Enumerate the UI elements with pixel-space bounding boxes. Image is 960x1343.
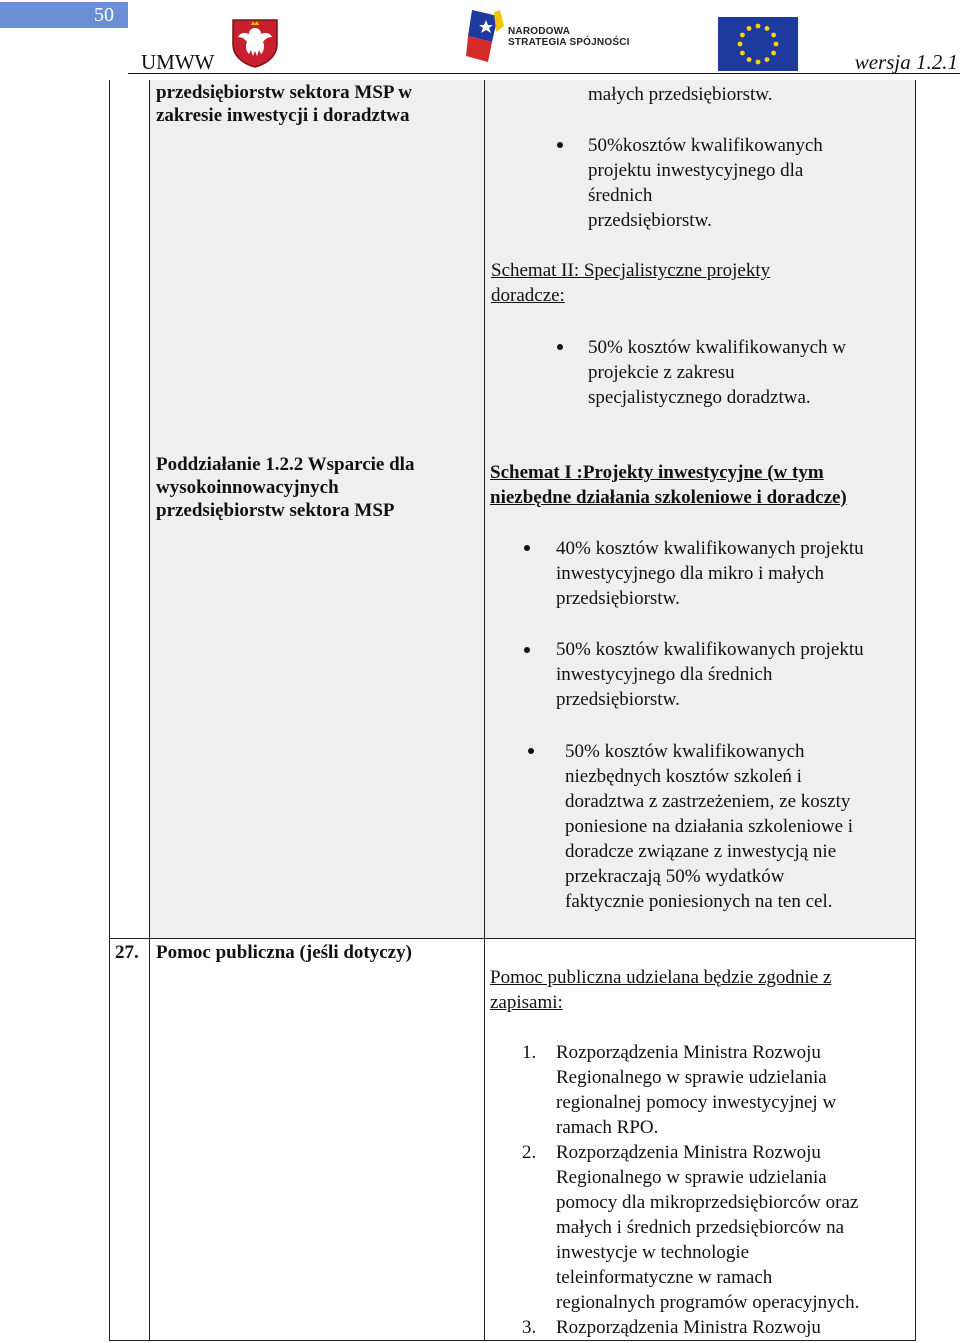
row-a-bullet-2: 50% kosztów kwalifikowanych w projekcie z zakresu specjalistycznego doradztwa. — [588, 337, 847, 408]
list-number: 3. — [522, 1317, 537, 1338]
row-27-number: 27. — [115, 942, 139, 963]
table-border-right — [915, 80, 916, 1340]
row-a-schema-2-title: Schemat II: Specjalistyczne projekty doradcze: — [491, 260, 771, 306]
table-row-separator — [109, 938, 916, 939]
table-divider-number — [149, 80, 150, 1340]
row-b-bullet-1: 40% kosztów kwalifikowanych projektu inwestycyjnego dla mikro i małych przedsiębiorstw. — [556, 538, 864, 609]
eu-flag-icon — [718, 17, 798, 71]
table-border-bottom — [109, 1340, 916, 1341]
list-item: Rozporządzenia Ministra Rozwoju Regionalnego w sprawie udzielania pomocy dla mikroprzedsiębiorców oraz małych i średnich przedsiębiorców na inwestycje w technologie teleinformatyczne w ramach regionalnych programów operacyjnych. — [556, 1142, 860, 1313]
row-b-bullet-2: 50% kosztów kwalifikowanych projektu inwestycyjnego dla średnich przedsiębiorstw. — [556, 639, 864, 710]
page-number: 50 — [0, 2, 128, 28]
list-item: Rozporządzenia Ministra Rozwoju — [556, 1317, 821, 1338]
header-version: wersja 1.2.1 — [854, 50, 958, 74]
table-border-left — [109, 80, 110, 1340]
header-rule — [128, 73, 960, 74]
row-27-intro: Pomoc publiczna udzielana będzie zgodnie z zapisami: — [490, 967, 832, 1013]
nss-logo-text: NARODOWA STRATEGIA SPÓJNOŚCI — [508, 26, 630, 48]
row-a-left-label: przedsiębiorstw sektora MSP w zakresie inwestycji i doradztwa — [156, 82, 412, 126]
row-a-top-fragment: małych przedsiębiorstw. — [588, 84, 773, 105]
row-b-schema-1-title: Schemat I :Projekty inwestycyjne (w tym niezbędne działania szkoleniowe i doradcze) — [490, 462, 847, 508]
bullet-marker — [524, 545, 530, 551]
row-b-left-label: Poddziałanie 1.2.2 Wsparcie dla wysokoinnowacyjnych przedsiębiorstw sektora MSP — [156, 454, 415, 521]
narodowa-strategia-spojnosci-logo-icon — [466, 6, 506, 64]
header-org: UMWW — [141, 50, 215, 74]
wielkopolska-eagle-logo-icon — [229, 16, 281, 68]
bullet-marker — [557, 142, 563, 148]
bullet-marker — [528, 748, 534, 754]
bullet-marker — [557, 344, 563, 350]
list-number: 2. — [522, 1142, 537, 1163]
row-27-left-label: Pomoc publiczna (jeśli dotyczy) — [156, 942, 412, 963]
list-number: 1. — [522, 1042, 537, 1063]
bullet-marker — [524, 647, 530, 653]
table-divider-content — [484, 80, 485, 1340]
row-b-bullet-3: 50% kosztów kwalifikowanych niezbędnych kosztów szkoleń i doradztwa z zastrzeżeniem, ze koszty poniesione na działania szkoleniowe i doradcze związane z inwestycją nie przekraczają 50% wydatków faktycznie poniesionych na ten cel. — [565, 741, 854, 912]
row-a-bullet-1: 50%kosztów kwalifikowanych projektu inwestycyjnego dla średnich przedsiębiorstw. — [588, 135, 823, 231]
list-item: Rozporządzenia Ministra Rozwoju Regionalnego w sprawie udzielania regionalnej pomocy inwestycyjnej w ramach RPO. — [556, 1042, 837, 1138]
